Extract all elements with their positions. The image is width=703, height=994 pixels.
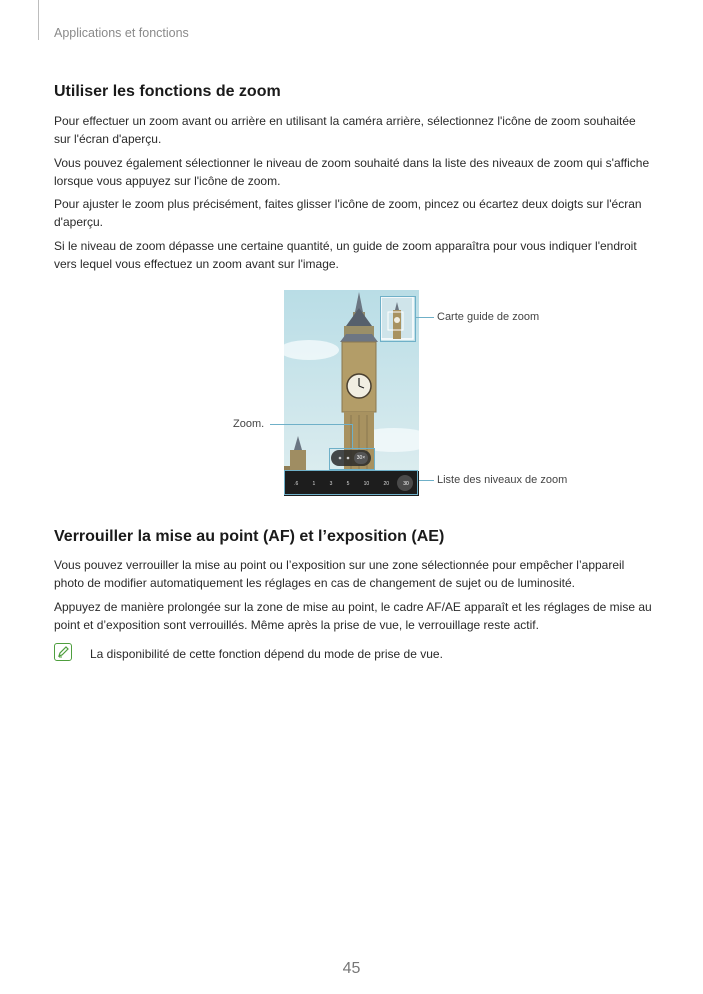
- callout-line-zoom-drop: [352, 424, 353, 448]
- zoom-level[interactable]: 1: [312, 480, 316, 487]
- note-text: La disponibilité de cette fonction dépend du mode de prise de vue.: [90, 647, 443, 661]
- af-ae-section-title: Verrouiller la mise au point (AF) et l’exposition (AE): [54, 528, 445, 545]
- zoom-level[interactable]: 3: [329, 480, 333, 487]
- chapter-header: Applications et fonctions: [54, 26, 189, 40]
- zoom-paragraph-1: Pour effectuer un zoom avant ou arrière en utilisant la caméra arrière, sélectionnez l'icône de zoom souhaitée sur l'écran d'aperçu.: [54, 114, 636, 146]
- page-number: 45: [342, 960, 361, 977]
- af-ae-paragraph-1: Vous pouvez verrouiller la mise au point ou l’exposition sur une zone sélectionnée pour empêcher l’appareil photo de modifier automatiquement les réglages en cas de changement de sujet ou de luminosité.: [54, 558, 625, 590]
- zoom-level[interactable]: 10: [363, 480, 370, 487]
- zoom-paragraph-2: Vous pouvez également sélectionner le niveau de zoom souhaité dans la liste des niveaux de zoom qui s'affiche lorsque vous appuyez sur l'icône de zoom.: [54, 156, 650, 188]
- af-ae-paragraph-2: Appuyez de manière prolongée sur la zone de mise au point, le cadre AF/AE apparaît et les réglages de mise au point et d’exposition sont verrouillés. Même après la prise de vue, le verrouillage reste actif.: [54, 600, 652, 632]
- callout-guide-map: Carte guide de zoom: [437, 311, 540, 323]
- header-rule: [38, 0, 39, 40]
- zoom-button-frame: [329, 448, 375, 470]
- callout-line-zoom: [270, 424, 353, 425]
- zoom-guide-map-frame: [380, 296, 416, 342]
- zoom-section-title: Utiliser les fonctions de zoom: [54, 83, 281, 100]
- zoom-button[interactable]: 30×: [356, 455, 366, 461]
- zoom-paragraph-3: Pour ajuster le zoom plus précisément, faites glisser l'icône de zoom, pincez ou écartez deux doigts sur l'écran d'aperçu.: [54, 197, 642, 229]
- zoom-level[interactable]: 5: [346, 480, 350, 487]
- callout-line-guide-map: [415, 317, 434, 318]
- callout-line-levels: [419, 480, 434, 481]
- note-icon: [54, 643, 72, 661]
- zoom-level[interactable]: 20: [383, 480, 390, 487]
- zoom-level[interactable]: .6: [294, 480, 299, 487]
- zoom-paragraph-4: Si le niveau de zoom dépasse une certaine quantité, un guide de zoom apparaîtra pour vous indiquer l'endroit vers lequel vous effectuez un zoom avant sur l'image.: [54, 239, 637, 271]
- callout-zoom: Zoom.: [233, 418, 265, 430]
- zoom-levels-frame: [284, 470, 418, 495]
- zoom-level[interactable]: 30: [403, 480, 409, 487]
- callout-zoom-levels: Liste des niveaux de zoom: [437, 474, 568, 486]
